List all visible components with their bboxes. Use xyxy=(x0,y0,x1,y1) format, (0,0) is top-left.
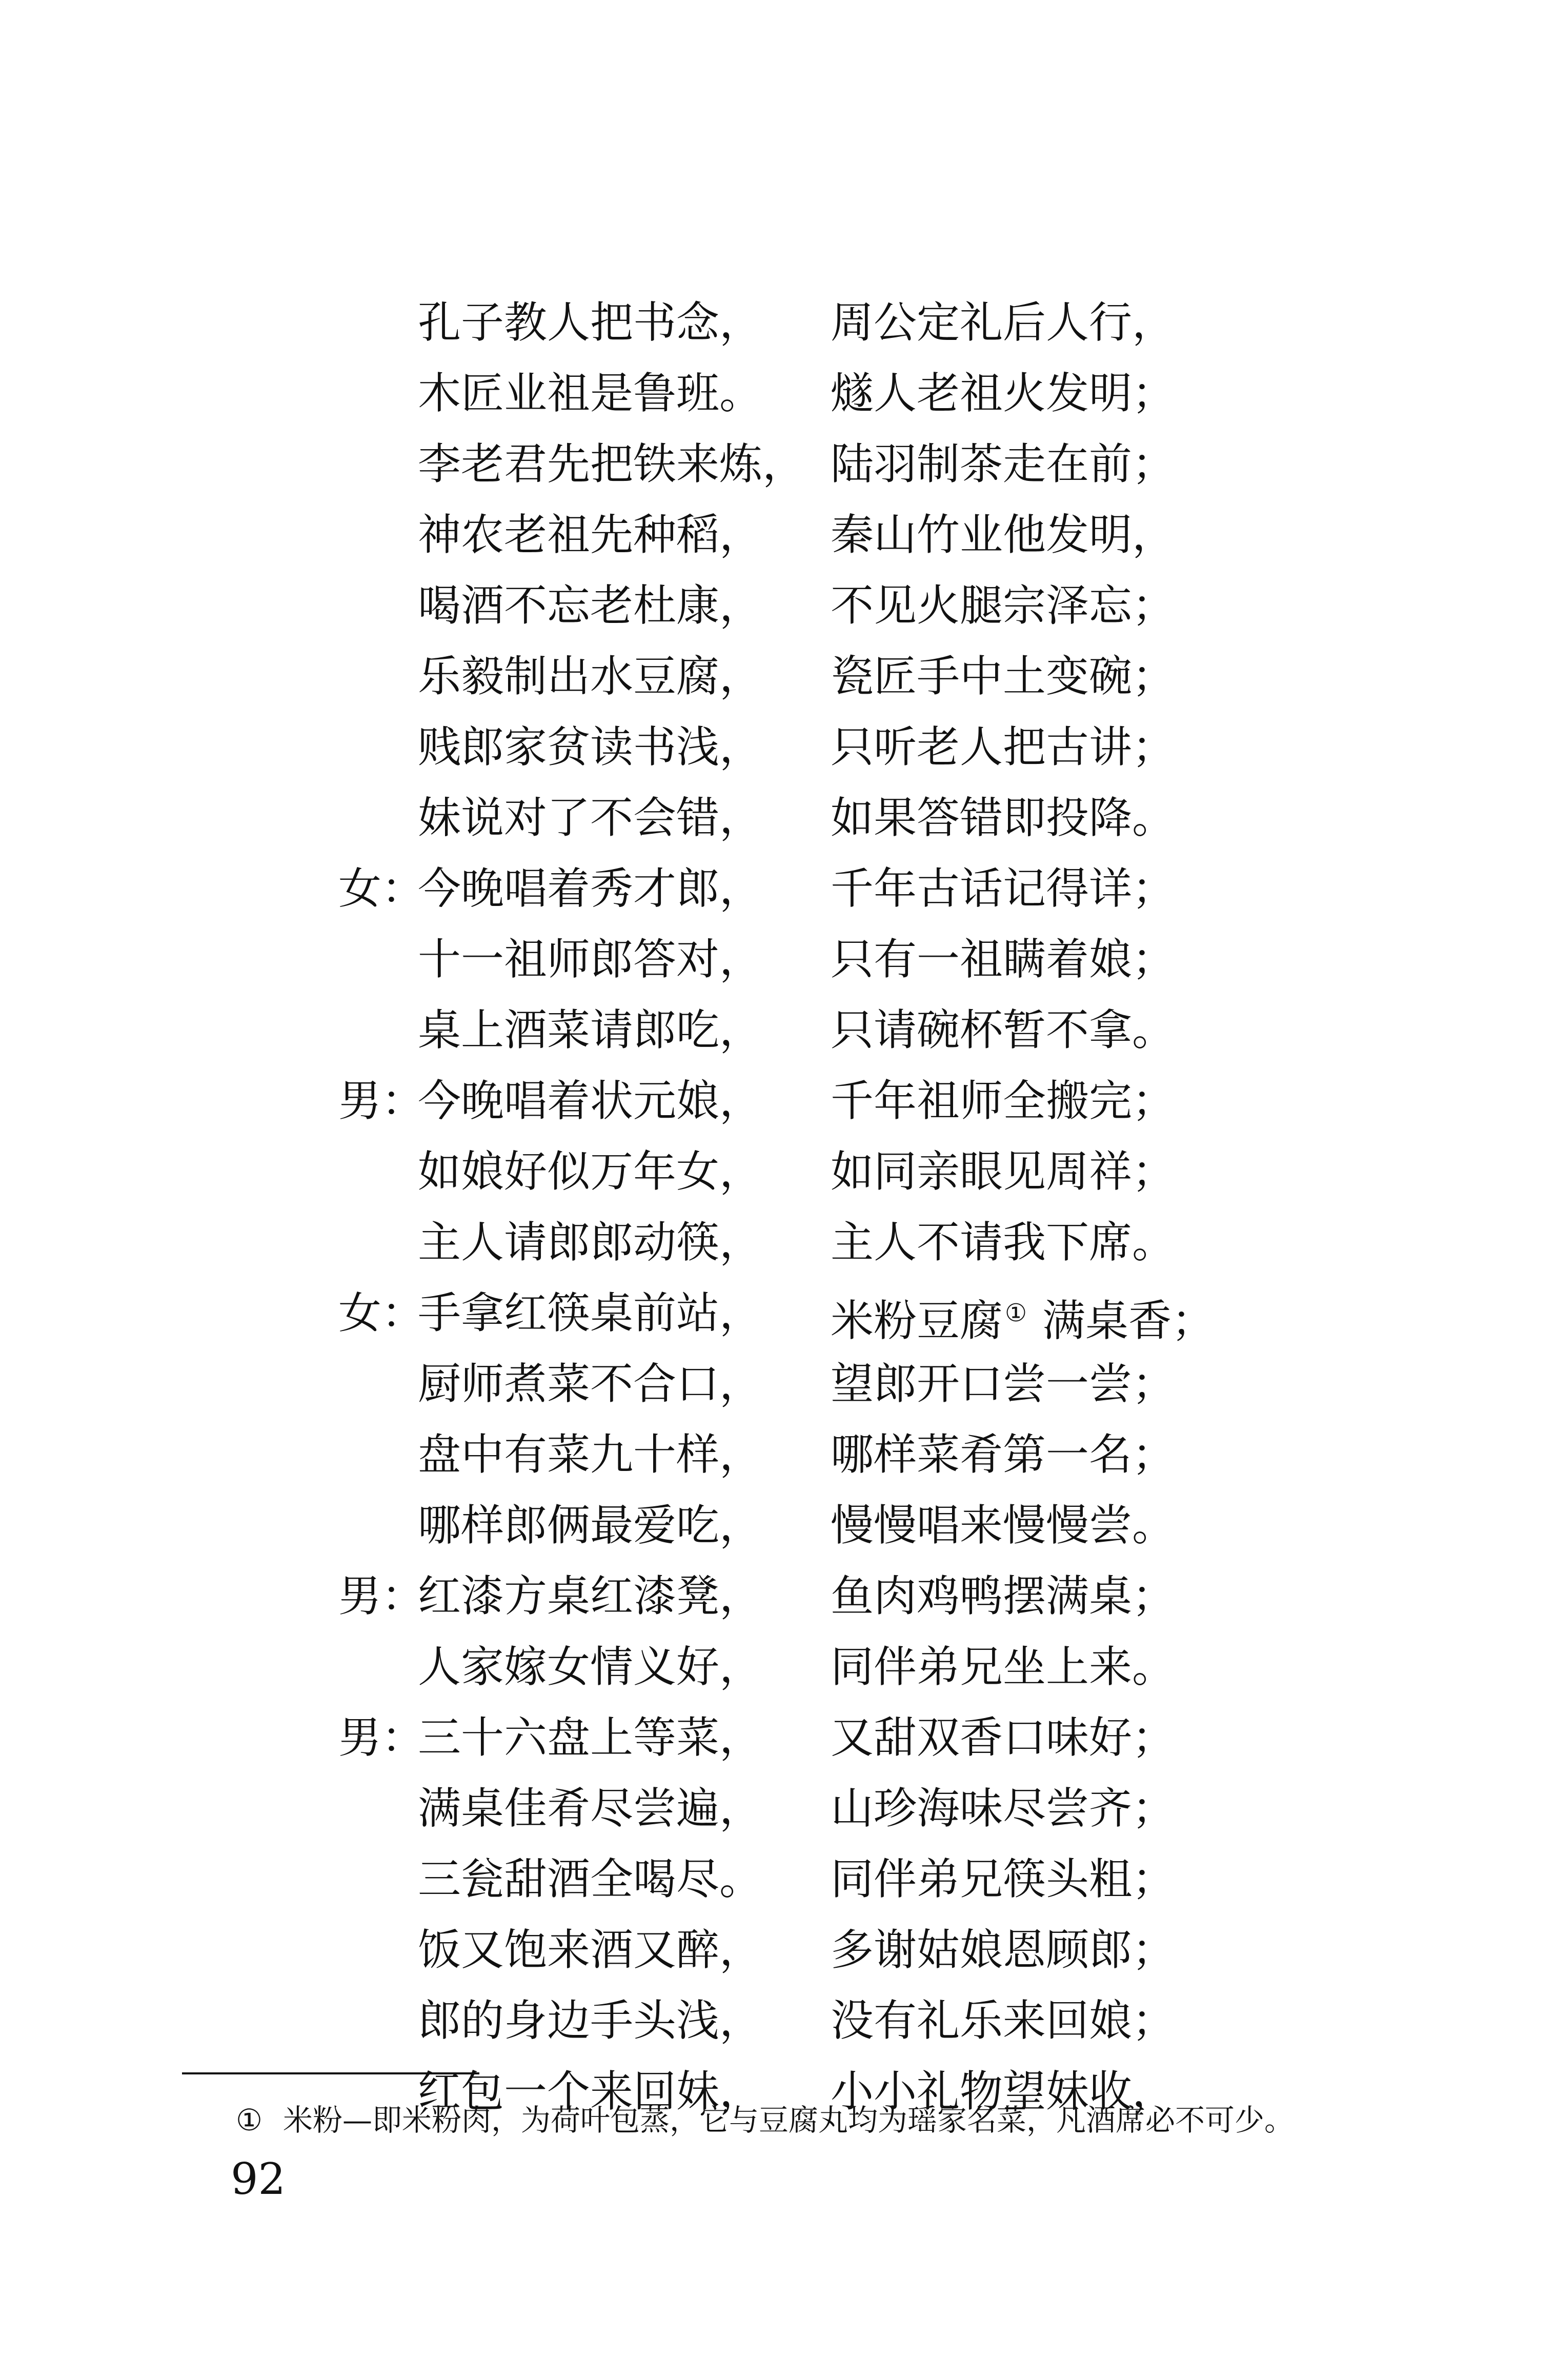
poem-row xyxy=(338,1419,1261,1490)
verse-right-text: 山珍海味尽尝齐； xyxy=(831,1783,1176,1833)
verse-left: 满桌佳肴尽尝遍， xyxy=(418,1783,763,1833)
verse-left: 三十六盘上等菜， xyxy=(418,1712,763,1763)
verse-left: 三瓮甜酒全喝尽。 xyxy=(418,1854,763,1904)
verse-right xyxy=(831,1561,1175,1631)
verse-right-text: 陆羽制茶走在前； xyxy=(831,439,1176,489)
poem-row xyxy=(338,1561,1261,1631)
verse-right xyxy=(831,1419,1175,1490)
verse-right xyxy=(831,287,1175,358)
poem-row xyxy=(338,1348,1261,1419)
verse-right-text: 燧人老祖火发明； xyxy=(831,368,1176,418)
footnote xyxy=(236,2097,1294,2143)
verse-left: 如娘好似万年女， xyxy=(418,1146,763,1197)
speaker-label: 男： xyxy=(338,1076,425,1126)
verse-right-text: 只请碗杯暂不拿。 xyxy=(831,1005,1176,1055)
verse-right xyxy=(831,995,1175,1065)
verse-left: 红漆方桌红漆凳， xyxy=(418,1571,763,1621)
verse-right xyxy=(831,1278,1215,1356)
speaker-label: 男： xyxy=(338,1571,425,1621)
poem-row xyxy=(338,1985,1261,2056)
verse-right-text: 如果答错即投降。 xyxy=(831,793,1176,843)
poem-body xyxy=(338,287,1261,2127)
verse-right-continued: 满桌香； xyxy=(1042,1296,1215,1346)
verse-left: 厨师煮菜不合口， xyxy=(418,1359,763,1409)
verse-right-text: 慢慢唱来慢慢尝。 xyxy=(831,1500,1176,1550)
verse-left: 郎的身边手头浅， xyxy=(418,1995,763,2046)
verse-left: 今晚唱着秀才郎， xyxy=(418,863,763,914)
verse-left: 哪样郎俩最爱吃， xyxy=(418,1500,763,1550)
verse-right-text: 周公定礼后人行， xyxy=(831,297,1176,348)
speaker-label: 男： xyxy=(338,1712,425,1763)
speaker-label: 女： xyxy=(338,863,425,914)
verse-right xyxy=(831,924,1175,995)
verse-right xyxy=(831,1844,1175,1914)
poem-row xyxy=(338,1702,1261,1773)
footnote-marker: ① xyxy=(236,2103,262,2137)
verse-right xyxy=(831,1207,1175,1278)
poem-row xyxy=(338,1065,1261,1136)
footnote-reference: ① xyxy=(1005,1299,1027,1327)
verse-right-text: 同伴弟兄筷头粗； xyxy=(831,1854,1176,1904)
verse-right xyxy=(831,853,1175,924)
verse-left: 盘中有菜九十样， xyxy=(418,1429,763,1480)
verse-right-text: 多谢姑娘恩顾郎； xyxy=(831,1925,1176,1975)
verse-right-text: 小小礼物望妹收， xyxy=(831,2066,1176,2116)
verse-right xyxy=(831,429,1175,499)
verse-right-text: 瓷匠手中土变碗； xyxy=(831,651,1176,701)
poem-row xyxy=(338,570,1261,641)
verse-left: 十一祖师郎答对， xyxy=(418,934,763,984)
verse-left: 桌上酒菜请郎吃， xyxy=(418,1005,763,1055)
verse-right-text: 又甜双香口味好； xyxy=(831,1712,1176,1763)
poem-row xyxy=(338,1490,1261,1561)
verse-right xyxy=(831,499,1175,570)
verse-left: 手拿红筷桌前站， xyxy=(418,1288,763,1338)
verse-left: 主人请郎郎动筷， xyxy=(418,1217,763,1267)
verse-right xyxy=(831,1490,1175,1561)
verse-right xyxy=(831,1914,1175,1985)
poem-row xyxy=(338,995,1261,1065)
verse-right-text: 没有礼乐来回娘； xyxy=(831,1995,1176,2046)
poem-row xyxy=(338,924,1261,995)
verse-right-text: 如同亲眼见周祥； xyxy=(831,1146,1176,1197)
verse-right xyxy=(831,358,1175,429)
verse-left: 饭又饱来酒又醉， xyxy=(418,1925,763,1975)
poem-row xyxy=(338,712,1261,782)
poem-row xyxy=(338,499,1261,570)
poem-row xyxy=(338,1631,1261,1702)
verse-right xyxy=(831,1773,1175,1844)
verse-right-text: 主人不请我下席。 xyxy=(831,1217,1176,1267)
verse-right-text: 同伴弟兄坐上来。 xyxy=(831,1642,1176,1692)
poem-row xyxy=(338,1207,1261,1278)
verse-left: 李老君先把铁来炼， xyxy=(418,439,806,489)
footnote-text: 米粉—即米粉肉，为荷叶包蒸，它与豆腐丸均为瑶家名菜，凡酒席必不可少。 xyxy=(283,2103,1295,2137)
verse-left: 木匠业祖是鲁班。 xyxy=(418,368,763,418)
verse-right-text: 只听老人把古讲； xyxy=(831,722,1176,772)
poem-row xyxy=(338,1773,1261,1844)
verse-right xyxy=(831,1065,1175,1136)
verse-left: 喝酒不忘老杜康， xyxy=(418,580,763,631)
poem-row xyxy=(338,1914,1261,1985)
verse-left: 贱郎家贫读书浅， xyxy=(418,722,763,772)
poem-row xyxy=(338,853,1261,924)
poem-row xyxy=(338,641,1261,712)
verse-right-text: 鱼肉鸡鸭摆满桌； xyxy=(831,1571,1176,1621)
verse-right xyxy=(831,782,1175,853)
verse-left: 红包一个来回妹， xyxy=(418,2066,763,2116)
verse-left: 妹说对了不会错， xyxy=(418,793,763,843)
verse-right-text: 哪样菜肴第一名； xyxy=(831,1429,1176,1480)
poem-row xyxy=(338,1278,1261,1348)
poem-row xyxy=(338,1844,1261,1914)
footnote-divider xyxy=(182,2072,479,2074)
verse-left: 今晚唱着状元娘， xyxy=(418,1076,763,1126)
speaker-label: 女： xyxy=(338,1288,425,1338)
verse-right xyxy=(831,1702,1175,1773)
verse-right xyxy=(831,1985,1175,2056)
verse-right-text: 秦山竹业他发明， xyxy=(831,510,1176,560)
verse-right xyxy=(831,1136,1175,1207)
verse-left: 人家嫁女情义好， xyxy=(418,1642,763,1692)
poem-row xyxy=(338,358,1261,429)
verse-right-text: 只有一祖瞒着娘； xyxy=(831,934,1176,984)
verse-left: 孔子教人把书念， xyxy=(418,297,763,348)
verse-right xyxy=(831,641,1175,712)
poem-row xyxy=(338,1136,1261,1207)
verse-right xyxy=(831,1348,1175,1419)
poem-row xyxy=(338,287,1261,358)
verse-right-text: 千年祖师全搬完； xyxy=(831,1076,1176,1126)
poem-row xyxy=(338,782,1261,853)
verse-right-text: 望郎开口尝一尝； xyxy=(831,1359,1176,1409)
poem-row xyxy=(338,429,1261,499)
page-number: 92 xyxy=(231,2154,286,2204)
verse-right xyxy=(831,570,1175,641)
verse-left: 乐毅制出水豆腐， xyxy=(418,651,763,701)
verse-right xyxy=(831,1631,1175,1702)
verse-left: 神农老祖先种稻， xyxy=(418,510,763,560)
verse-right-text: 米粉豆腐 xyxy=(831,1296,1003,1346)
verse-right-text: 不见火腿宗泽忘； xyxy=(831,580,1176,631)
verse-right-text: 千年古话记得详； xyxy=(831,863,1176,914)
verse-right xyxy=(831,712,1175,782)
